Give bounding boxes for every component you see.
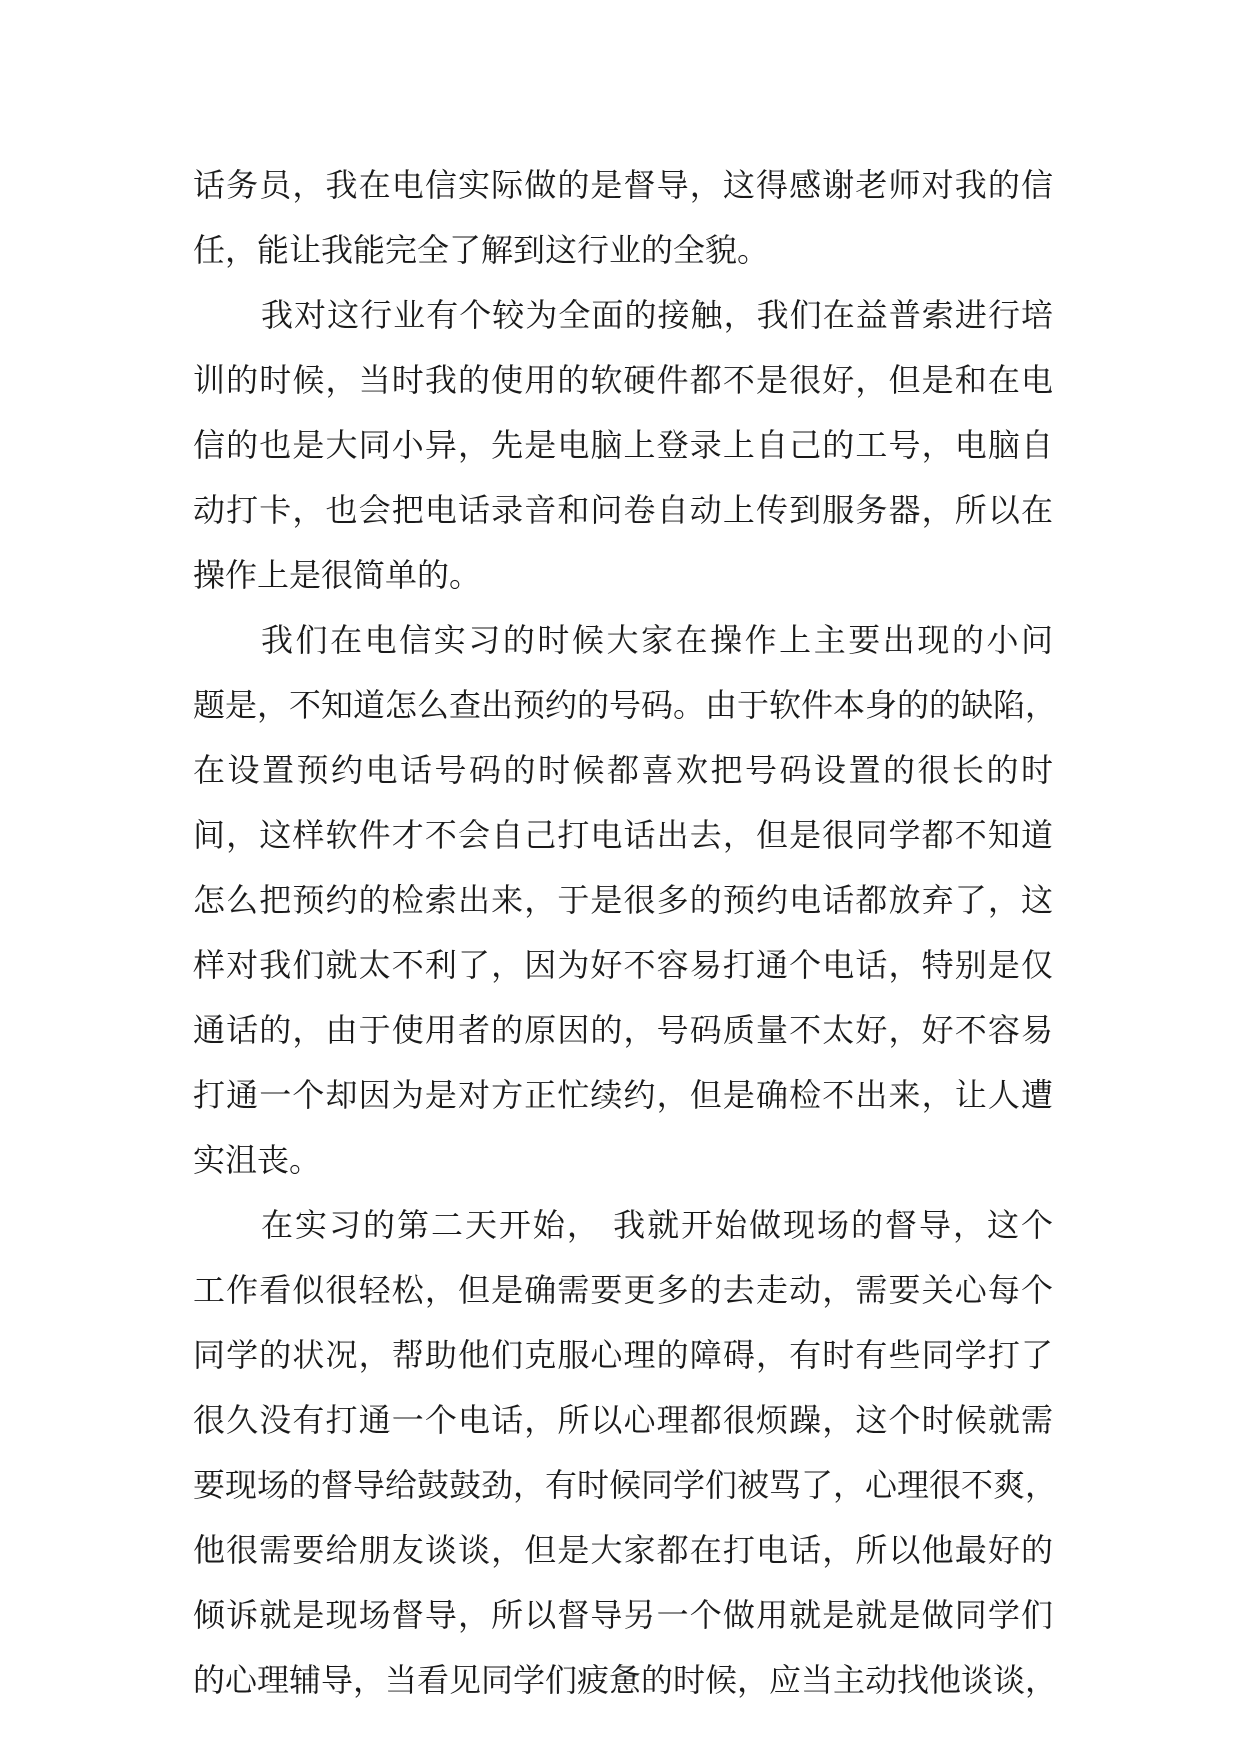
text-line: 要现场的督导给鼓鼓劲，有时候同学们被骂了，心理很不爽， [193,1466,1058,1504]
text-line: 在设置预约电话号码的时候都喜欢把号码设置的很长的时 [193,751,1053,789]
text-line: 打通一个却因为是对方正忙续约，但是确检不出来，让人遭 [193,1076,1053,1114]
text-line: 操作上是很简单的。 [193,556,482,594]
text-line: 训的时候，当时我的使用的软硬件都不是很好，但是和在电 [193,361,1053,399]
text-line: 我们在电信实习的时候大家在操作上主要出现的小问 [261,621,1053,659]
text-line: 工作看似很轻松，但是确需要更多的去走动，需要关心每个 [193,1271,1053,1309]
document-body [193,153,1058,1713]
text-line: 任，能让我能完全了解到这行业的全貌。 [193,231,770,269]
paragraph-1 [193,153,1053,283]
text-line: 怎么把预约的检索出来，于是很多的预约电话都放弃了，这 [193,881,1053,919]
text-line: 动打卡，也会把电话录音和问卷自动上传到服务器，所以在 [193,491,1053,529]
text-line: 同学的状况，帮助他们克服心理的障碍，有时有些同学打了 [193,1336,1053,1374]
text-line: 话务员，我在电信实际做的是督导，这得感谢老师对我的信 [193,166,1053,204]
text-line: 实沮丧。 [193,1141,322,1179]
paragraph-4 [193,1193,1058,1713]
paragraph-2 [193,283,1053,608]
text-line: 的心理辅导，当看见同学们疲惫的时候，应当主动找他谈谈， [193,1661,1058,1699]
paragraph-3 [193,608,1058,1193]
text-line: 题是，不知道怎么查出预约的号码。由于软件本身的的缺陷， [193,686,1058,724]
text-line: 很久没有打通一个电话，所以心理都很烦躁，这个时候就需 [193,1401,1053,1439]
text-line: 在实习的第二天开始， 我就开始做现场的督导，这个 [261,1206,1053,1244]
text-line: 他很需要给朋友谈谈，但是大家都在打电话，所以他最好的 [193,1531,1053,1569]
text-line: 倾诉就是现场督导，所以督导另一个做用就是就是做同学们 [193,1596,1053,1634]
text-line: 我对这行业有个较为全面的接触，我们在益普索进行培 [261,296,1053,334]
text-line: 样对我们就太不利了，因为好不容易打通个电话，特别是仅 [193,946,1053,984]
text-line: 信的也是大同小异，先是电脑上登录上自己的工号，电脑自 [193,426,1053,464]
text-line: 通话的，由于使用者的原因的，号码质量不太好，好不容易 [193,1011,1053,1049]
text-line: 间，这样软件才不会自己打电话出去，但是很同学都不知道 [193,816,1053,854]
